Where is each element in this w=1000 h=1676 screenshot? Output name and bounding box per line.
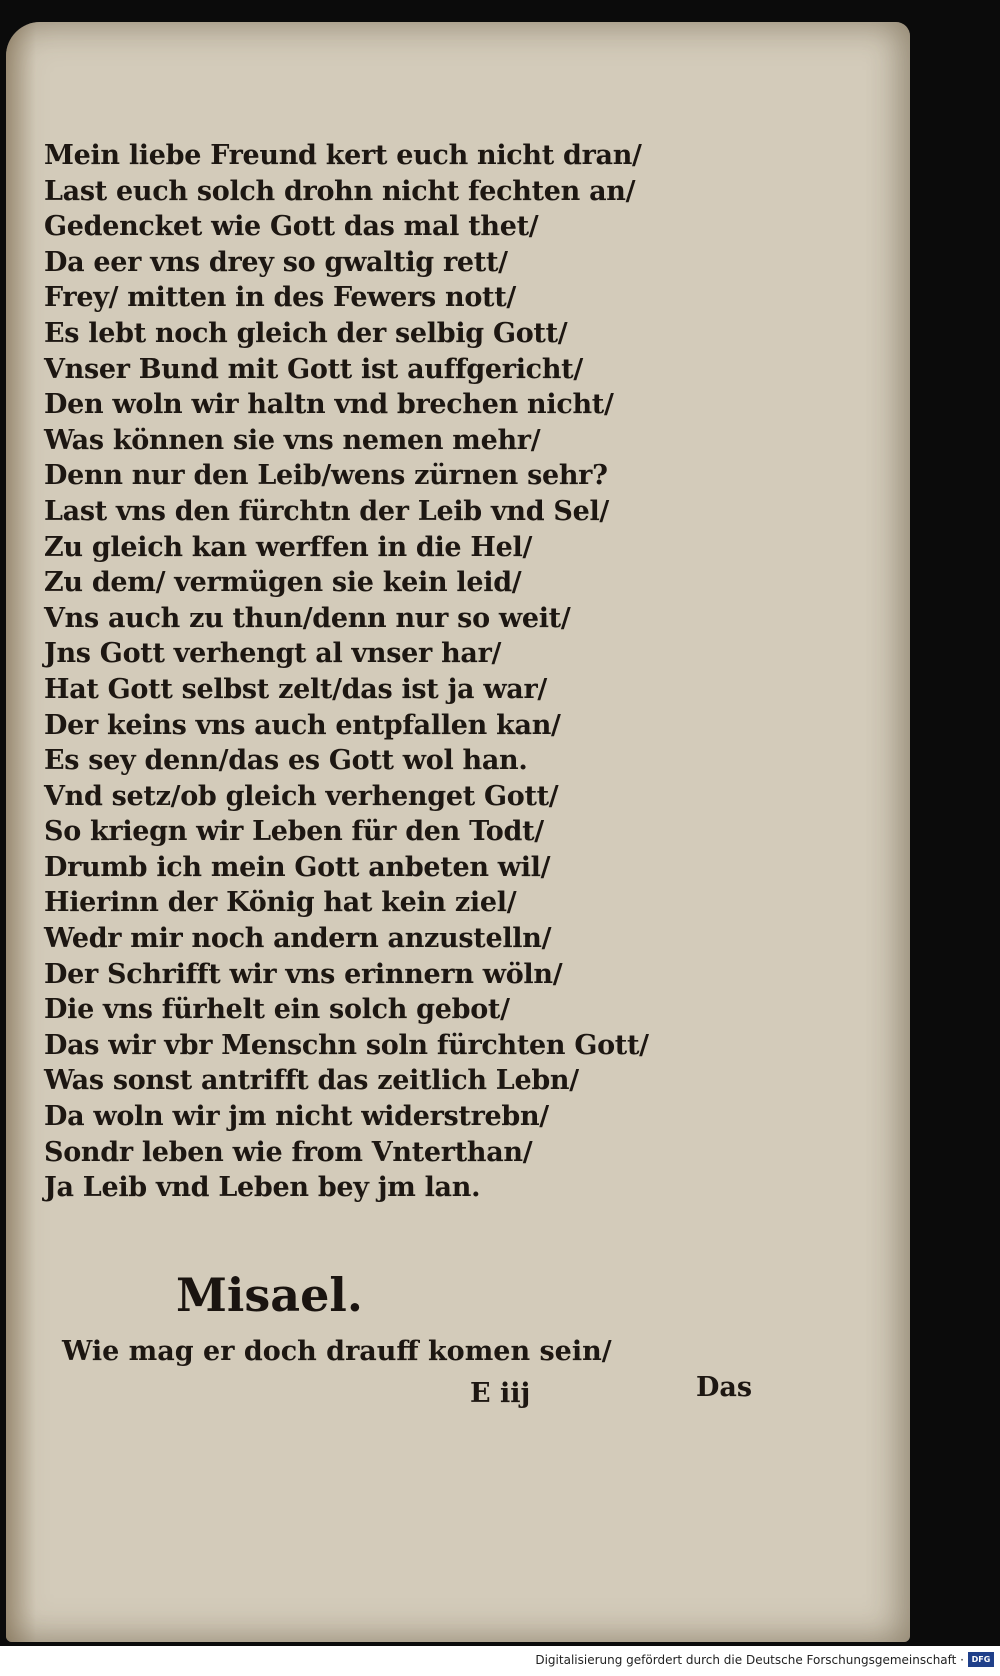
verse-line: Vns auch zu thun/denn nur so weit/ xyxy=(44,602,571,634)
funding-credit: Digitalisierung gefördert durch die Deutsche Forschungsgemeinschaft · xyxy=(535,1653,964,1667)
verse-line: Last euch solch drohn nicht fechten an/ xyxy=(44,175,636,207)
catchword: Das xyxy=(696,1372,753,1403)
verse-line: Sondr leben wie from Vnterthan/ xyxy=(44,1136,533,1168)
verse-block xyxy=(44,138,704,1206)
verse-line: So kriegn wir Leben für den Todt/ xyxy=(44,816,544,848)
verse-line: Die vns fürhelt ein solch gebot/ xyxy=(44,994,510,1026)
verse-line: Hierinn der König hat kein ziel/ xyxy=(44,887,517,919)
verse-line: Wie mag er doch drauff komen sein/ xyxy=(62,1336,612,1367)
verse-line: Drumb ich mein Gott anbeten wil/ xyxy=(44,851,551,883)
verse-line: Ja Leib vnd Leben bey jm lan. xyxy=(44,1172,481,1204)
verse-line: Denn nur den Leib/wens zürnen sehr? xyxy=(44,460,608,492)
verse-line: Vnd setz/ob gleich verhenget Gott/ xyxy=(44,780,559,812)
verse-line: Es lebt noch gleich der selbig Gott/ xyxy=(44,317,568,349)
verse-line: Jns Gott verhengt al vnser har/ xyxy=(44,638,502,670)
verse-line: Mein liebe Freund kert euch nicht dran/ xyxy=(44,140,642,171)
verse-line: Frey/ mitten in des Fewers nott/ xyxy=(44,282,516,314)
verse-line: Es sey denn/das es Gott wol han. xyxy=(44,745,528,777)
signature-mark: E iij xyxy=(470,1378,531,1409)
verse-line: Das wir vbr Menschn soln fürchten Gott/ xyxy=(44,1029,649,1061)
verse-line: Zu gleich kan werffen in die Hel/ xyxy=(44,531,533,563)
dfg-logo-icon: DFG xyxy=(968,1652,994,1667)
speaker-heading: Misael. xyxy=(176,1268,363,1322)
verse-line: Der keins vns auch entpfallen kan/ xyxy=(44,709,561,741)
verse-line: Den woln wir haltn vnd brechen nicht/ xyxy=(44,389,614,421)
verse-line: Gedencket wie Gott das mal thet/ xyxy=(44,211,539,243)
verse-line: Vnser Bund mit Gott ist auffgericht/ xyxy=(44,353,583,385)
verse-line: Zu dem/ vermügen sie kein leid/ xyxy=(44,567,522,599)
verse-line: Was sonst antrifft das zeitlich Lebn/ xyxy=(44,1065,579,1097)
book-page xyxy=(6,22,910,1642)
verse-line: Der Schrifft wir vns erinnern wöln/ xyxy=(44,958,563,990)
footer-bar xyxy=(0,1646,1000,1676)
verse-line: Wedr mir noch andern anzustelln/ xyxy=(44,923,552,955)
verse-line: Last vns den fürchtn der Leib vnd Sel/ xyxy=(44,495,609,527)
verse-line: Da eer vns drey so gwaltig rett/ xyxy=(44,246,508,278)
verse-line: Da woln wir jm nicht widerstrebn/ xyxy=(44,1101,549,1133)
verse-line: Was können sie vns nemen mehr/ xyxy=(44,424,541,456)
verse-line: Hat Gott selbst zelt/das ist ja war/ xyxy=(44,673,547,705)
